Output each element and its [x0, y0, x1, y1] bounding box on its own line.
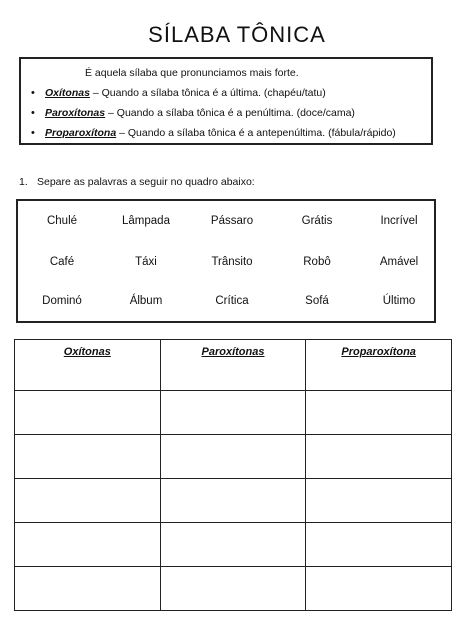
answer-cell[interactable] [15, 523, 161, 567]
column-header-oxitonas: Oxítonas [15, 340, 161, 391]
column-header-proparoxitona: Proparoxítona [306, 340, 452, 391]
bullet-icon: • [31, 87, 35, 99]
table-row [15, 391, 452, 435]
answer-cell[interactable] [15, 567, 161, 611]
answer-cell[interactable] [15, 391, 161, 435]
table-row [15, 523, 452, 567]
definition-text: – Quando a sílaba tônica é a última. (chapéu/tatu) [89, 87, 326, 99]
word-item: Último [382, 295, 416, 307]
answer-cell[interactable] [306, 435, 452, 479]
answer-cell[interactable] [15, 435, 161, 479]
definition-text: – Quando a sílaba tônica é a penúltima. (doce/cama) [105, 107, 355, 119]
answer-cell[interactable] [306, 479, 452, 523]
word-item: Chulé [46, 215, 78, 227]
table-row [15, 479, 452, 523]
bullet-icon: • [31, 127, 35, 139]
word-bank [16, 199, 436, 323]
bullet-icon: • [31, 107, 35, 119]
answer-cell[interactable] [306, 391, 452, 435]
definition-box [19, 57, 433, 145]
word-item: Crítica [215, 295, 249, 307]
word-item: Amável [379, 256, 419, 268]
word-item: Robô [303, 256, 331, 268]
answer-cell[interactable] [160, 391, 306, 435]
answer-cell[interactable] [15, 479, 161, 523]
table-row [15, 567, 452, 611]
exercise-text: Separe as palavras a seguir no quadro abaixo: [37, 176, 255, 188]
definition-term: Proparoxítona [45, 127, 117, 139]
answer-cell[interactable] [306, 567, 452, 611]
definition-item-paroxitonas [31, 107, 355, 119]
answer-cell[interactable] [160, 435, 306, 479]
table-header-row [15, 340, 452, 391]
exercise-instruction [19, 176, 255, 188]
word-item: Lâmpada [122, 215, 170, 227]
word-item: Grátis [301, 215, 333, 227]
word-item: Pássaro [210, 215, 254, 227]
word-item: Táxi [135, 256, 157, 268]
definition-intro: É aquela sílaba que pronunciamos mais forte. [85, 67, 299, 79]
answer-cell[interactable] [160, 567, 306, 611]
word-item: Trânsito [211, 256, 253, 268]
answer-table [14, 339, 452, 611]
definition-text: – Quando a sílaba tônica é a antepenúltima. (fábula/rápido) [116, 127, 396, 139]
definition-item-oxitonas [31, 87, 326, 99]
word-item: Café [49, 256, 75, 268]
exercise-number: 1. [19, 176, 28, 188]
word-item: Sofá [305, 295, 329, 307]
definition-term: Oxítonas [45, 87, 90, 99]
answer-cell[interactable] [160, 479, 306, 523]
definition-term: Paroxítonas [45, 107, 106, 119]
answer-cell[interactable] [160, 523, 306, 567]
word-item: Incrível [380, 215, 418, 227]
page-title: SÍLABA TÔNICA [148, 22, 326, 47]
answer-cell[interactable] [306, 523, 452, 567]
column-header-paroxitonas: Paroxítonas [160, 340, 306, 391]
table-row [15, 435, 452, 479]
word-item: Álbum [129, 295, 163, 307]
definition-item-proparoxitona [31, 127, 396, 139]
word-item: Dominó [42, 295, 82, 307]
